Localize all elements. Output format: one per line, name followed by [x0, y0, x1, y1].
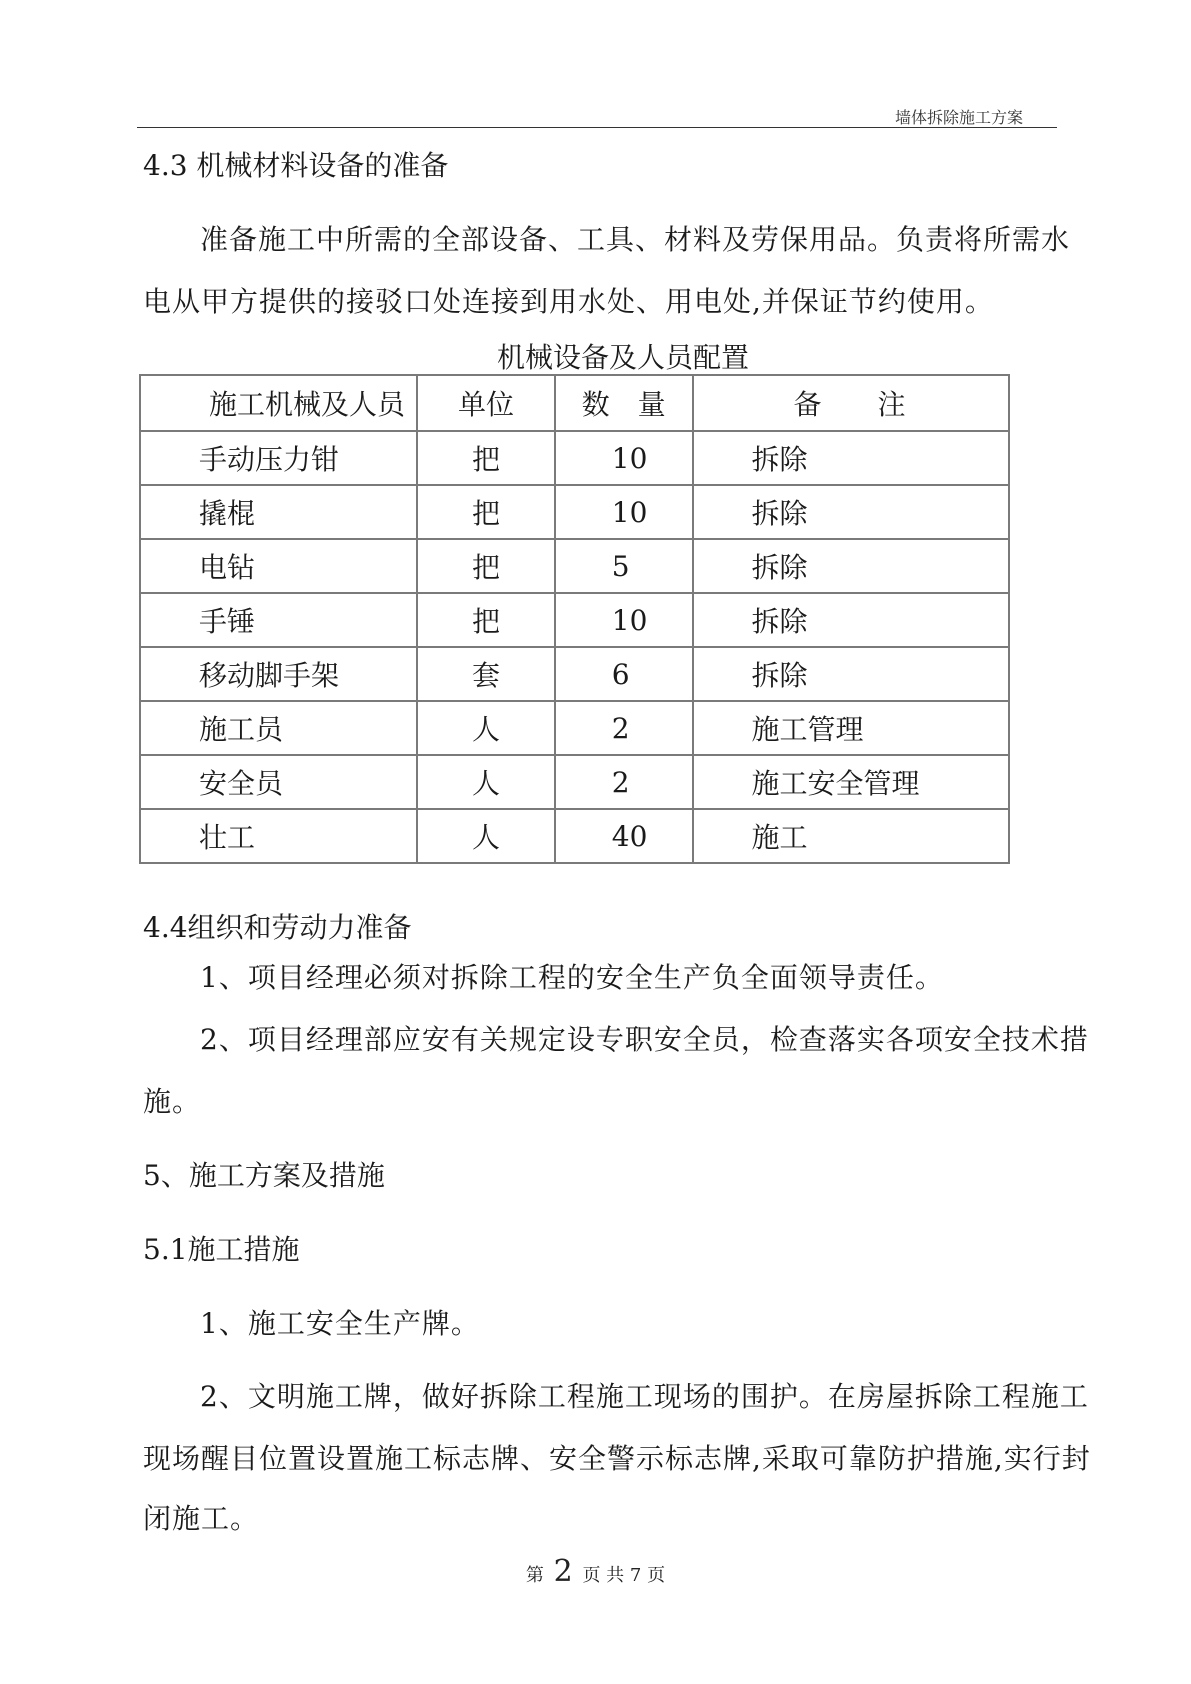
table-row: [140, 701, 1009, 755]
section-4-4-item-1: 1、项目经理必须对拆除工程的安全生产负全面领导责任。: [200, 961, 944, 994]
header-divider: [137, 127, 1057, 128]
table-cell-item: 安全员: [140, 755, 417, 809]
section-5-1-heading: 5.1施工措施: [143, 1233, 300, 1266]
table-caption: 机械设备及人员配置: [497, 341, 750, 374]
table-header-cell: 备 注: [693, 375, 1009, 431]
table-row: [140, 539, 1009, 593]
table-cell-quantity: 10: [555, 593, 693, 647]
table-cell-item: 施工员: [140, 701, 417, 755]
table-cell-quantity: 40: [555, 809, 693, 863]
current-page-number: 2: [553, 1554, 573, 1589]
table-cell-quantity: 5: [555, 539, 693, 593]
table-cell-remark: 施工管理: [693, 701, 1009, 755]
table-cell-quantity: 6: [555, 647, 693, 701]
table-cell-remark: 施工安全管理: [693, 755, 1009, 809]
table-cell-unit: 把: [417, 485, 555, 539]
table-header-cell: 数 量: [555, 375, 693, 431]
section-5-1-item-2-line-1: 2、文明施工牌，做好拆除工程施工现场的围护。在房屋拆除工程施工: [200, 1380, 1089, 1413]
footer-suffix: 页: [647, 1565, 666, 1586]
table-cell-remark: 拆除: [693, 431, 1009, 485]
table-row: [140, 647, 1009, 701]
table-cell-item: 手动压力钳: [140, 431, 417, 485]
table-cell-item: 手锤: [140, 593, 417, 647]
table-row: [140, 593, 1009, 647]
table-cell-remark: 拆除: [693, 539, 1009, 593]
table-cell-remark: 拆除: [693, 485, 1009, 539]
footer-prefix: 第: [525, 1565, 544, 1586]
table-row: [140, 809, 1009, 863]
table-row: [140, 755, 1009, 809]
table-cell-unit: 把: [417, 431, 555, 485]
section-5-heading: 5、施工方案及措施: [143, 1159, 385, 1192]
table-header-row: [140, 375, 1009, 431]
table-cell-remark: 拆除: [693, 593, 1009, 647]
document-header-title: 墙体拆除施工方案: [894, 108, 1023, 127]
table-cell-quantity: 2: [555, 701, 693, 755]
table-header-cell: 施工机械及人员: [140, 375, 417, 431]
section-5-1-item-1: 1、施工安全生产牌。: [200, 1307, 480, 1340]
table-cell-unit: 把: [417, 593, 555, 647]
table-cell-unit: 人: [417, 701, 555, 755]
table-cell-item: 撬棍: [140, 485, 417, 539]
footer-middle: 页 共: [582, 1565, 625, 1586]
total-page-count: 7: [629, 1565, 642, 1586]
section-4-4-item-2-line-1: 2、项目经理部应安有关规定设专职安全员，检查落实各项安全技术措: [200, 1023, 1089, 1056]
section-4-4-item-2-line-2: 施。: [143, 1085, 202, 1118]
table-cell-unit: 人: [417, 755, 555, 809]
section-5-1-item-2-line-2: 现场醒目位置设置施工标志牌、安全警示标志牌,采取可靠防护措施,实行封: [143, 1442, 1091, 1475]
table-cell-quantity: 2: [555, 755, 693, 809]
section-4-3-paragraph-line-2: 电从甲方提供的接驳口处连接到用水处、用电处,并保证节约使用。: [143, 285, 994, 318]
table-cell-quantity: 10: [555, 431, 693, 485]
table-cell-unit: 人: [417, 809, 555, 863]
table-row: [140, 485, 1009, 539]
table-cell-remark: 拆除: [693, 647, 1009, 701]
equipment-personnel-table: [139, 374, 1010, 864]
table-cell-item: 壮工: [140, 809, 417, 863]
table-header-cell: 单位: [417, 375, 555, 431]
table-cell-quantity: 10: [555, 485, 693, 539]
section-4-4-heading: 4.4组织和劳动力准备: [143, 911, 412, 944]
section-4-3-paragraph-line-1: 准备施工中所需的全部设备、工具、材料及劳保用品。负责将所需水: [200, 223, 1071, 256]
section-4-3-heading: 4.3 机械材料设备的准备: [143, 149, 449, 182]
table-cell-unit: 套: [417, 647, 555, 701]
page-footer: [0, 1554, 1191, 1589]
table-cell-unit: 把: [417, 539, 555, 593]
table-cell-item: 电钻: [140, 539, 417, 593]
table-row: [140, 431, 1009, 485]
table-cell-item: 移动脚手架: [140, 647, 417, 701]
section-5-1-item-2-line-3: 闭施工。: [143, 1502, 260, 1535]
table-cell-remark: 施工: [693, 809, 1009, 863]
